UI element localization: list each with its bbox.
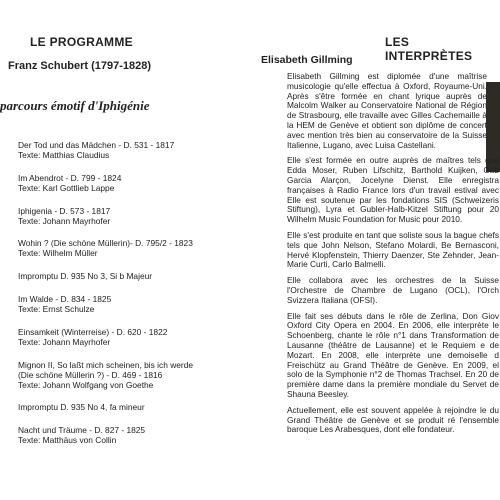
programme-title: LE PROGRAMME: [30, 35, 133, 49]
composer-heading: Franz Schubert (1797-1828): [8, 60, 152, 72]
programme-item: Impromptu D. 935 No 4, fa mineur: [18, 402, 145, 413]
bio-paragraph: Elle s'est formée en outre auprès de maîtres tels que Edda Moser, Ruben Lifschitz, Barthold Kuijken, Gab Garcia Alarçon, Jocelyne Dienst. Elle enregistra françaises à Radio France lors d'un travail estival avec Elle est soutenue par les fondations SIS (Schweizeris Stiftung), Lyra et Gubler-Halb-Kitzel Stiftung pour 20 Wilhelm Music Foundation for Music pour 2010.: [287, 155, 499, 225]
programme-item: Im Walde - D. 834 - 1825 Texte: Ernst Schulze: [18, 293, 112, 314]
programme-item: Impromptu D. 935 No 3, Si b Majeur: [18, 271, 153, 282]
programme-item: Iphigenia - D. 573 - 1817 Texte: Johann Mayrhofer: [18, 205, 111, 226]
performer-name: Elisabeth Gillming: [261, 54, 353, 66]
programme-item: Nacht und Träume - D. 827 - 1825 Texte: Matthäus von Collin: [18, 425, 146, 446]
programme-item: Einsamkeit (Winterreise) - D. 620 - 1822 Texte: Johann Mayrhofer: [18, 326, 168, 347]
bio-paragraph: Elisabeth Gillming est diplomée d'une maîtrise musicologie qu'elle effectua à Oxford, Royaume-Uni. Après s'être formée en chant lyrique auprès de Malcolm Walker au Conservatoire National de Région de Strasbourg, elle travaille avec Gilles Cachemaille à la HEM de Genève et obtient son diplôme de concert avec mention très bien au conservatoire de la Suisse Italienne, Lugano, avec Luisa Castellani.: [287, 71, 487, 150]
programme-item: Der Tod und das Mädchen - D. 531 - 1817 Texte: Matthias Claudius: [18, 140, 175, 160]
programme-item: Wohin ? (Die schöne Müllerin)- D. 795/2 - 1823 Texte: Wilhelm Müller: [18, 238, 193, 259]
bio-paragraph: Elle collabora avec les orchestres de la Suisse l'Orchestre de Chambre de Lugano (OCL), l'Orch Svizzera Italiana (OFSI).: [287, 275, 499, 305]
programme-item: Im Abendrot - D. 799 - 1824 Texte: Karl Gottlieb Lappe: [18, 172, 122, 193]
programme-list: [18, 140, 250, 458]
programme-subtitle: parcours émotif d'Iphigénie: [0, 98, 150, 113]
interpretes-page: [255, 0, 500, 500]
bio-paragraph: Elle fait ses débuts dans le rôle de Zerlina, Don Giov Oxford City Opera en 2004. En 2006, elle interprète le Schoenberg, chante le rôle n°1 dans Transformation de Lausanne (théâtre de Lausanne) et le Requiem e de Mozart. En 2008, elle interprète une demoiselle d Freischütz au Grand Théâtre de Genève. En 2009, el solo de la Symphonie n°2 de Thomas Trachsel. En 20 de première dame dans la première mondiale du Servet de Shauna Beesley.: [287, 310, 499, 399]
bio-paragraph: Actuellement, elle est souvent appelée à rejoindre le du Grand Théâtre de Genève et se produit ré l'ensemble baroque Les Arabesques, dont elle fondateur.: [287, 404, 499, 435]
programme-item: Mignon II, So laßt mich scheinen, bis ich werde (Die schöne Müllerin ?) - D. 469 - 1816 Texte: Johann Wolfgang von Goethe: [18, 359, 194, 390]
bio-paragraph: Elle s'est produite en tant que soliste sous la bague chefs tels que John Nelson, Stefano Molardi, Be Bernasconi, Hervé Klopfenstein, Thierry Daenzer, Ste Zehnder, Jean-Marie Curti, Carlo Balmelli.: [287, 229, 499, 270]
interpretes-title: LES INTERPRÈTES: [385, 35, 473, 63]
performer-bio: [287, 72, 499, 441]
